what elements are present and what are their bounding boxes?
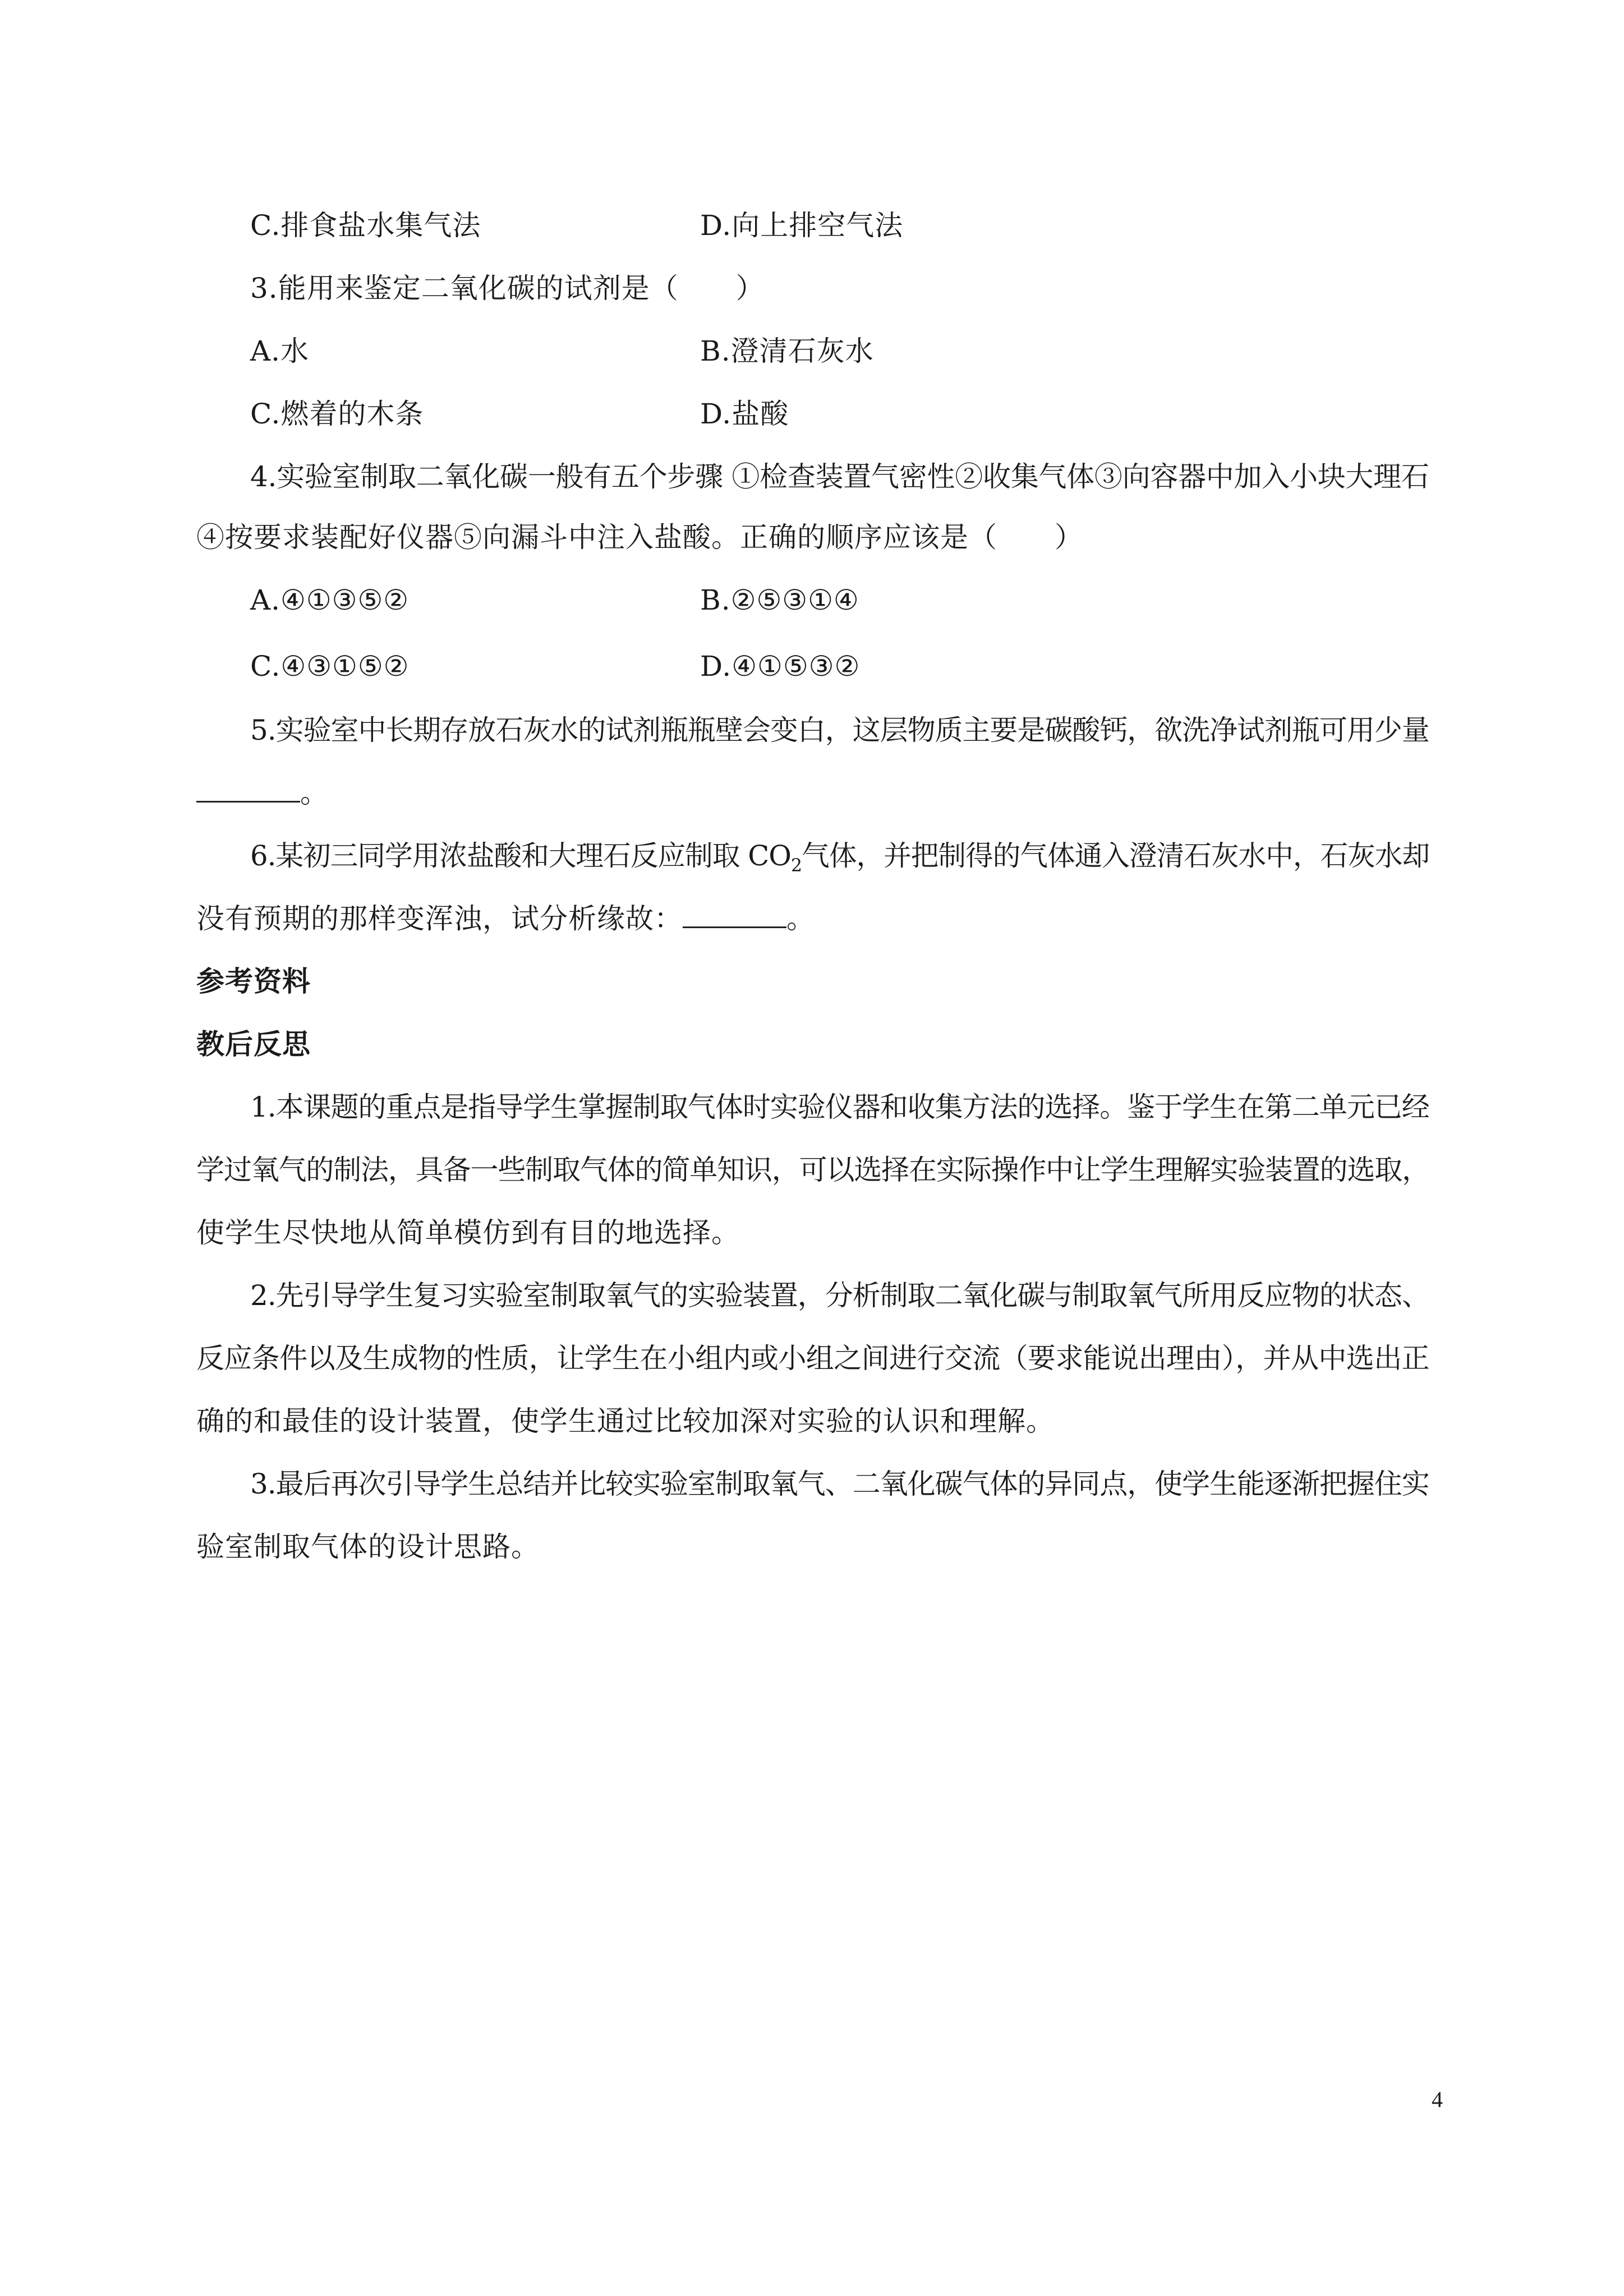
q6-tail: 。 xyxy=(786,902,815,935)
reflection-p2-line1: 2.先引导学生复习实验室制取氧气的实验装置，分析制取二氧化碳与制取氧气所用反应物的状态、 xyxy=(250,1279,1429,1312)
page-number: 4 xyxy=(1432,2087,1443,2112)
reflection-p2-line3: 确的和最佳的设计装置，使学生通过比较加深对实验的认识和理解。 xyxy=(196,1405,1055,1437)
q4-option-d: D.④①⑤③② xyxy=(700,650,861,683)
q3-option-a: A.水 xyxy=(250,335,310,367)
q5-stem: 5.实验室中长期存放石灰水的试剂瓶瓶壁会变白，这层物质主要是碳酸钙，欲洗净试剂瓶可用少量 xyxy=(250,714,1429,746)
heading-reflection: 教后反思 xyxy=(196,1028,311,1061)
answer-blank xyxy=(196,778,300,803)
q6-stem-line2-text: 没有预期的那样变浑浊，试分析缘故： xyxy=(196,902,683,935)
reflection-p1-line1: 1.本课题的重点是指导学生掌握制取气体时实验仪器和收集方法的选择。鉴于学生在第二单元已经 xyxy=(250,1091,1429,1123)
q6-stem-post: 气体，并把制得的气体通入澄清石灰水中，石灰水却 xyxy=(802,840,1430,872)
q5-tail: 。 xyxy=(300,777,329,809)
q4-option-c: C.④③①⑤② xyxy=(250,650,410,683)
reflection-p2-line2: 反应条件以及生成物的性质，让学生在小组内或小组之间进行交流（要求能说出理由），并从中选出正 xyxy=(196,1342,1429,1375)
heading-reference: 参考资料 xyxy=(196,965,311,998)
q4-stem-line2: ④按要求装配好仪器⑤向漏斗中注入盐酸。正确的顺序应该是（ ） xyxy=(196,521,1083,554)
reflection-p1-line3: 使学生尽快地从简单模仿到有目的地选择。 xyxy=(196,1216,740,1249)
q6-stem-line2 xyxy=(196,902,815,935)
q2-option-d: D.向上排空气法 xyxy=(700,209,904,242)
q4-option-b: B.②⑤③①④ xyxy=(700,584,859,616)
q6-stem-line1 xyxy=(250,839,1430,876)
q3-stem: 3.能用来鉴定二氧化碳的试剂是（ ） xyxy=(250,272,765,305)
q3-option-d: D.盐酸 xyxy=(700,398,789,430)
q4-stem-line1: 4.实验室制取二氧化碳一般有五个步骤 ①检查装置气密性②收集气体③向容器中加入小块大理石 xyxy=(250,460,1429,493)
q2-option-c: C.排食盐水集气法 xyxy=(250,209,481,242)
q4-option-a: A.④①③⑤② xyxy=(250,584,410,616)
q3-option-c: C.燃着的木条 xyxy=(250,398,424,430)
q3-option-b: B.澄清石灰水 xyxy=(700,335,874,367)
reflection-p3-line2: 验室制取气体的设计思路。 xyxy=(196,1530,540,1563)
q6-stem-pre: 6.某初三同学用浓盐酸和大理石反应制取 CO xyxy=(250,840,791,872)
answer-blank xyxy=(683,904,786,928)
q5-answer-line xyxy=(196,776,329,810)
q6-subscript: 2 xyxy=(790,855,802,876)
reflection-p3-line1: 3.最后再次引导学生总结并比较实验室制取氧气、二氧化碳气体的异同点，使学生能逐渐把握住实 xyxy=(250,1468,1429,1500)
reflection-p1-line2: 学过氧气的制法，具备一些制取气体的简单知识，可以选择在实际操作中让学生理解实验装置的选取， xyxy=(196,1154,1429,1186)
